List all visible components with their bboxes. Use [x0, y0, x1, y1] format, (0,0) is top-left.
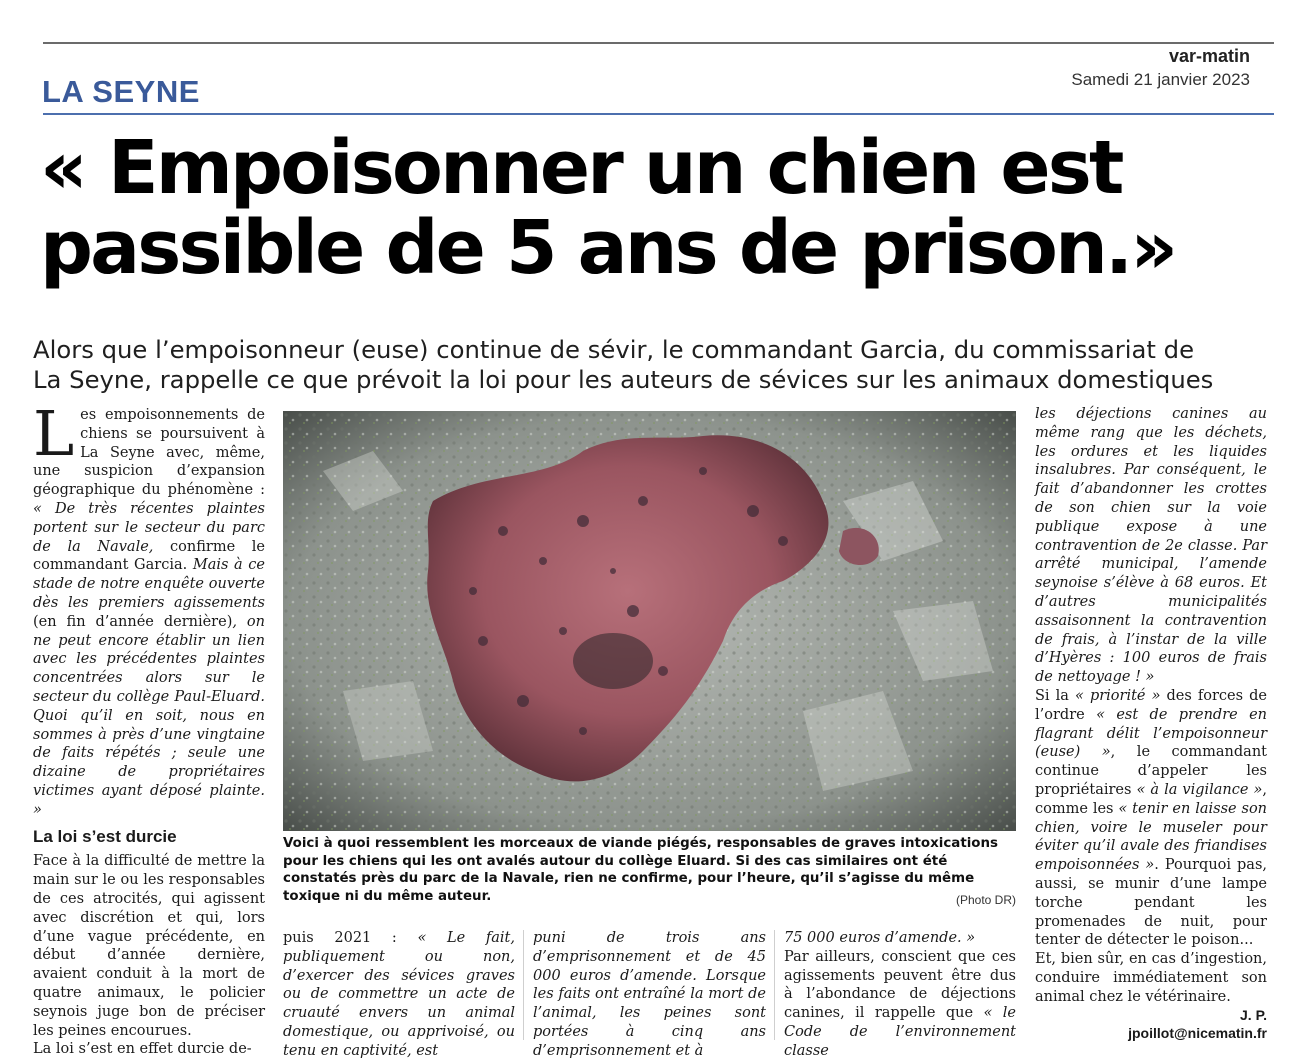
lead-text: (en fin d’année dernière): [33, 613, 233, 630]
quote-text: , on ne peut encore établir un lien avec les précédentes plaintes concentrées alors sur le secteur du collège Paul-Eluard. Quoi qu’il en soit, nous en sommes à près d’une vingtaine de faits répétés ; seule une dizaine de propriétaires victimes ayant déposé plainte. »: [33, 613, 265, 818]
body-text: . Pourquoi pas, aussi, se munir d’une lampe torche pendant les promenades de nuit, pour tenter de détecter le poison...: [1035, 857, 1267, 949]
section-rule: [43, 113, 1274, 115]
body-text: puis 2021 :: [283, 930, 418, 946]
article-photo: [283, 411, 1016, 831]
column-divider: [523, 930, 524, 1040]
body-paragraph: Face à la difficulté de mettre la main sur le ou les responsables de ces atrocités, qui agissent avec discrétion et qui, lors d’une vague précédente, en début d’année dernière, avaient conduit à la mort de quatre animaux, le policier seynois juge bon de préciser les peines encourues.: [33, 853, 265, 1039]
quote-text: les déjections canines au même rang que les déchets, les ordures et les liquides insalubres. Par conséquent, le fait d’abandonner les crottes de son chien sur la voie publique expose à une contravention de 2e classe. Par arrêté municipal, l’amende seynoise s’élève à 68 euros. Et d’autres municipalités assaisonnent la contravention de frais, à l’instar de la ville d’Hyères : 100 euros de frais de nettoyage ! »: [1035, 406, 1267, 686]
quote-text: « Le fait, publiquement ou non, d’exercer des sévices graves ou de commettre un acte de cruauté envers un animal domestique, ou apprivoisé, ou tenu en captivité, est: [283, 930, 515, 1059]
subtitle: Alors que l’empoisonneur (euse) continue de sévir, le commandant Garcia, du commissariat de La Seyne, rappelle ce que prévoit la loi pour les auteurs de sévices sur les animaux domestiques: [33, 335, 1214, 394]
body-text: Par ailleurs, conscient que ces agissements peuvent être dus à l’abondance de déjections canines, il rappelle que: [784, 948, 1016, 1022]
article-column-2: [283, 929, 515, 1061]
quote-text: puni de trois ans d’emprisonnement et de 45 000 euros d’amende. Lorsque les faits ont entraîné la mort de l’animal, les peines sont portées à cinq ans d’emprisonnement et à: [533, 930, 766, 1059]
author-initials: J. P.: [1240, 1007, 1267, 1023]
body-text: , le commandant continue d’appeler les propriétaires: [1035, 744, 1267, 798]
article-column-3: [533, 929, 766, 1061]
subheading: La loi s’est durcie: [33, 826, 177, 846]
photo-caption: Voici à quoi ressemblent les morceaux de viande piégés, responsables de graves intoxications pour les chiens qui les ont avalés autour du collège Eluard. Si des cas similaires ont été constatés près du parc de la Navale, rien ne confirme, pour l’heure, qu’il s’agisse du même toxique ni du même auteur.: [283, 836, 999, 904]
body-paragraph: Et, bien sûr, en cas d’ingestion, conduire immédiatement son animal chez le vétérinaire.: [1035, 951, 1267, 1005]
drop-cap: L: [33, 397, 75, 470]
quote-text: « tenir en laisse son chien, voire le museler pour éviter qu’il avale des friandises empoisonnées »: [1035, 800, 1268, 874]
lead-text: confirme le commandant Garcia.: [33, 538, 265, 574]
headline: « Empoisonner un chien est passible de 5 ans de prison.»: [40, 125, 1176, 291]
lead-paragraph: [33, 397, 265, 820]
body-text: Si la: [1035, 687, 1075, 704]
quote-text: « à la vigilance »: [1136, 781, 1263, 798]
quote-text: 75 000 euros d’amende. »: [784, 930, 976, 946]
photo-credit: (Photo DR): [955, 893, 1016, 907]
article-column-4: [784, 929, 1016, 1061]
lead-text: es empoisonnements de chiens se poursuivent à La Seyne avec, même, une suspicion d’expansion géographique du phénomène :: [33, 407, 265, 499]
article-column-1: [33, 397, 265, 1059]
top-rule: [43, 42, 1274, 44]
body-text: des forces de l’ordre: [1035, 687, 1267, 723]
body-text: , comme les: [1035, 781, 1267, 817]
poisoned-meat-photo: [283, 411, 1016, 831]
newspaper-brand: var-matin: [1168, 46, 1250, 66]
section-label: LA SEYNE: [42, 74, 200, 109]
quote-text: « est de prendre en flagrant délit l’empoisonneur (euse) »: [1035, 706, 1267, 761]
author-signature: [1128, 1006, 1267, 1042]
publication-date: Samedi 21 janvier 2023: [1071, 70, 1250, 89]
quote-text: « priorité »: [1075, 687, 1161, 704]
quote-text: « le Code de l’environnement classe: [784, 1005, 1017, 1059]
author-email: jpoillot@nicematin.fr: [1128, 1025, 1267, 1041]
column-divider: [774, 930, 775, 1040]
article-column-5: [1035, 405, 1267, 1007]
body-paragraph: La loi s’est en effet durcie de-: [33, 1041, 252, 1058]
quote-text: « De très récentes plaintes portent sur le secteur du parc de la Navale,: [33, 500, 265, 555]
quote-text: Mais à ce stade de notre enquête ouverte dès les premiers agissements: [33, 557, 265, 611]
